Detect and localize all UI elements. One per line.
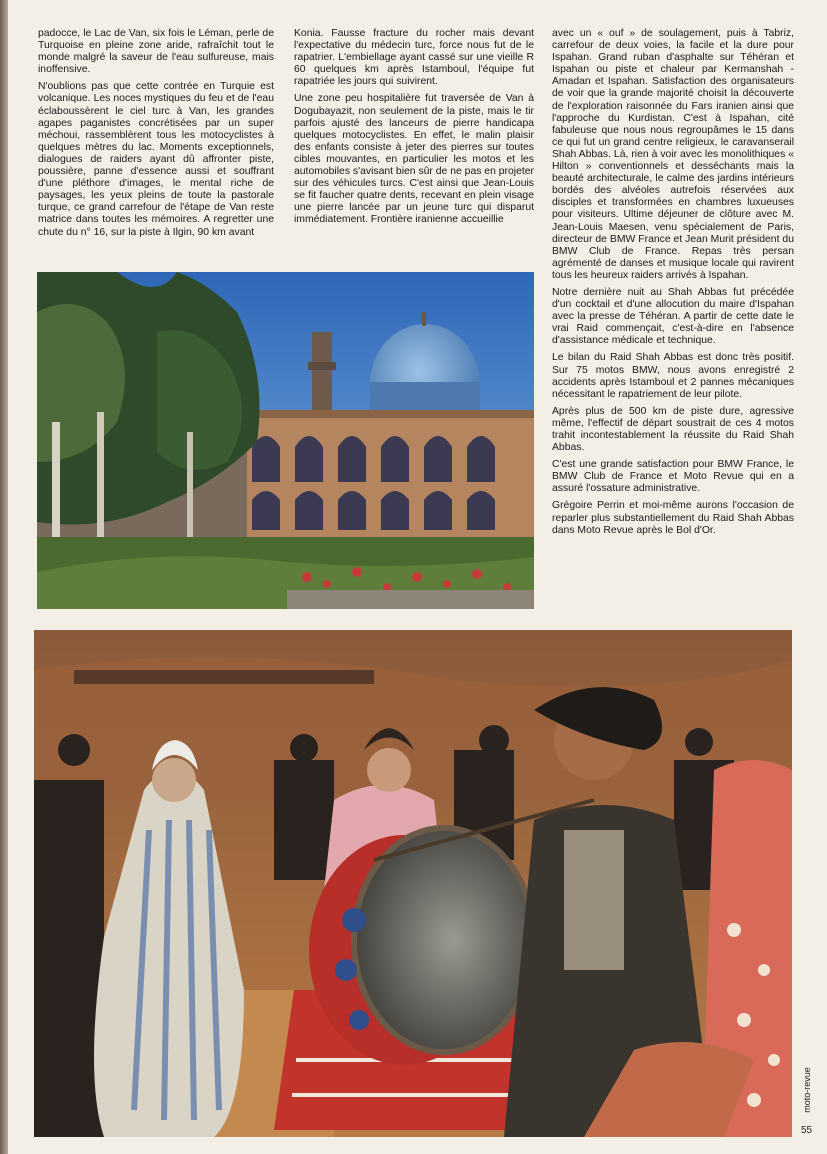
text-column-2 [294,28,534,266]
page-number: 55 [801,1125,813,1136]
dancers-photo [34,630,792,1137]
mosque-photo [37,272,534,609]
text-column-1 [38,28,274,266]
paragraph: padocce, le Lac de Van, six fois le Léman, perle de Turquoise en pleine zone aride, rafraîchit tout le monde malgré la saveur de l'eau sulfureuse, mais inoffensive. [38,28,274,76]
paragraph: avec un « ouf » de soulagement, puis à Tabriz, carrefour de deux voies, la facile et la dure pour Ispahan. Grand ruban d'asphalte sur Téhéran et Ispahan ou piste et chaleur par Kermanshah - Amadan et Ispahan. Satisfaction des organisateurs de voir que la grande majorité choisit la découverte de l'exploration raisonnée du Fars iranien ainsi que l'approche du Kurdistan. C'est à Ispahan, cité fabuleuse que nous nous regroupâmes le 15 dans ce qui fut un grand centre religieux, le caravanserail Shah Abbas. Là, rien à voir avec les monolithiques « Hilton » conventionnels et desséchants mais la beauté architecturale, le calme des jardins intérieurs bordés des alvéoles autrefois réservées aux disciples et transformées en chambres luxueuses pour visiteurs. Ultime déjeuner de clôture avec M. Jean-Louis Maesen, venu spécialement de Paris, directeur de BMW France et Jean Murit président du BMW Club de France. Repas très persan agrémenté de danses et musique locale qui ravirent tous les heureux raiders arrivés à Ispahan. [552,28,794,281]
paragraph: Le bilan du Raid Shah Abbas est donc très positif. Sur 75 motos BMW, nous avons enregistré 2 accidents après Istamboul et 2 pannes mécaniques nécessitant le rapatriement de leur pilote. [552,352,794,400]
text-column-3 [552,28,794,618]
magazine-name-vertical [787,1060,827,1120]
paragraph: N'oublions pas que cette contrée en Turquie est volcanique. Les noces mystiques du feu et de l'eau éclaboussèrent le ciel turc à Van, les grandes agapes paganistes concrétisées par un super méchoui, rassemblèrent tous les motocyclistes à quelques mètres du lac. Moments exceptionnels, dialogues de raiders ayant dû affronter piste, poussière, panne d'essence aussi et souffrant d'une pléthore d'images, le mental riche de paysages, les yeux pleins de toute la pastorale turque, ce grand carrefour de l'étape de Van reste matrice dans toutes les mémoires. A regretter une chute du n° 16, sur la piste à Ilgin, 90 km avant [38,81,274,238]
paragraph: Une zone peu hospitalière fut traversée de Van à Dogubayazit, non seulement de la piste, mais le tir parfois ajusté des lanceurs de pierre handicapa quelques motocyclistes. En effet, le malin plaisir des enfants consiste à jeter des pierres sur toutes cibles mouvantes, en particulier les motos et les automobiles s'avisant bien sûr de ne pas en projeter sur des véhicules turcs. C'est ainsi que Jean-Louis se fit faucher quatre dents, recevant en plein visage une pierre lancée par un jeune turc qui disparut immédiatement. Frontière iranienne accueillie [294,93,534,226]
page-spine-edge [0,0,8,1154]
paragraph: Grégoire Perrin et moi-même aurons l'occasion de reparler plus substantiellement du Raid Shah Abbas dans Moto Revue après le Bol d'Or. [552,500,794,536]
paragraph: C'est une grande satisfaction pour BMW France, le BMW Club de France et Moto Revue qui en a assuré l'ossature administrative. [552,459,794,495]
paragraph: Notre dernière nuit au Shah Abbas fut précédée d'un cocktail et d'une allocution du maire d'Ispahan avec la presse de Téhéran. A partir de cette date le vrai Raid commençait, c'est-à-dire en l'absence d'assistance médicale et technique. [552,286,794,347]
paragraph: Konia. Fausse fracture du rocher mais devant l'expectative du médecin turc, force nous fut de le rapatrier. L'embiellage ayant cassé sur une vieille R 60 quelques km après Istamboul, l'équipe fut rapatriée les jours qui suivirent. [294,28,534,88]
magazine-name: moto-revue [802,1067,812,1113]
paragraph: Après plus de 500 km de piste dure, agressive même, l'effectif de départ soustrait de ces 4 motos trahit incontestablement la réussite du Raid Shah Abbas. [552,405,794,454]
